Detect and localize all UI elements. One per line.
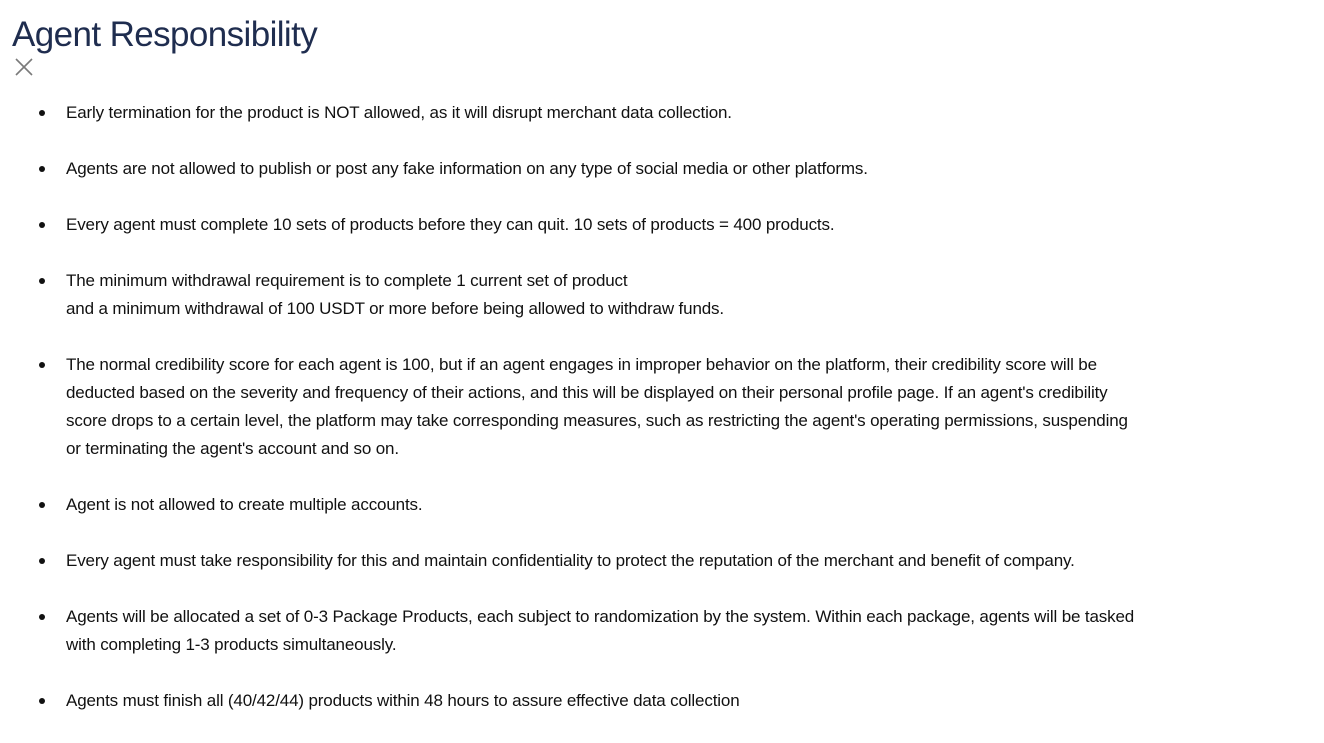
bullet-icon: [39, 698, 45, 704]
rule-text-line: Agent is not allowed to create multiple accounts.: [66, 495, 423, 514]
rule-text-line: deducted based on the severity and frequency of their actions, and this will be displayed on their personal profile page. If an agent's credibility: [66, 383, 1108, 402]
rule-item: [0, 211, 1324, 239]
rule-text-line: The minimum withdrawal requirement is to complete 1 current set of product: [66, 271, 628, 290]
bullet-icon: [39, 558, 45, 564]
rule-item: [0, 351, 1324, 463]
rule-text-line: Agents are not allowed to publish or post any fake information on any type of social media or other platforms.: [66, 159, 868, 178]
bullet-icon: [39, 614, 45, 620]
rules-list: [0, 99, 1324, 743]
close-icon[interactable]: [14, 57, 34, 77]
bullet-icon: [39, 222, 45, 228]
bullet-icon: [39, 110, 45, 116]
rule-text-line: with completing 1-3 products simultaneously.: [66, 635, 397, 654]
bullet-icon: [39, 362, 45, 368]
rule-item: [0, 155, 1324, 183]
rule-text-line: and a minimum withdrawal of 100 USDT or more before being allowed to withdraw funds.: [66, 299, 724, 318]
close-icon-glyph: [14, 57, 34, 77]
rule-text-line: Every agent must take responsibility for this and maintain confidentiality to protect the reputation of the merchant and benefit of company.: [66, 551, 1075, 570]
rule-text-line: Agents will be allocated a set of 0-3 Package Products, each subject to randomization by the system. Within each package, agents will be tasked: [66, 607, 1135, 626]
rule-item: [0, 99, 1324, 127]
bullet-icon: [39, 502, 45, 508]
rule-text-line: The normal credibility score for each agent is 100, but if an agent engages in improper behavior on the platform, their credibility score will be: [66, 355, 1097, 374]
rule-text-line: Every agent must complete 10 sets of products before they can quit. 10 sets of products = 400 products.: [66, 215, 835, 234]
rule-text-line: or terminating the agent's account and so on.: [66, 439, 399, 458]
rule-item: [0, 491, 1324, 519]
bullet-icon: [39, 278, 45, 284]
rule-text-line: Early termination for the product is NOT allowed, as it will disrupt merchant data collection.: [66, 103, 732, 122]
rule-text-line: Agents must finish all (40/42/44) products within 48 hours to assure effective data collection: [66, 691, 740, 710]
dialog-title: Agent Responsibility: [12, 15, 318, 54]
rule-item: [0, 267, 1324, 323]
rule-item: [0, 603, 1324, 659]
rule-text-line: score drops to a certain level, the platform may take corresponding measures, such as restricting the agent's operating permissions, suspending: [66, 411, 1128, 430]
rule-item: [0, 687, 1324, 715]
bullet-icon: [39, 166, 45, 172]
rule-item: [0, 547, 1324, 575]
